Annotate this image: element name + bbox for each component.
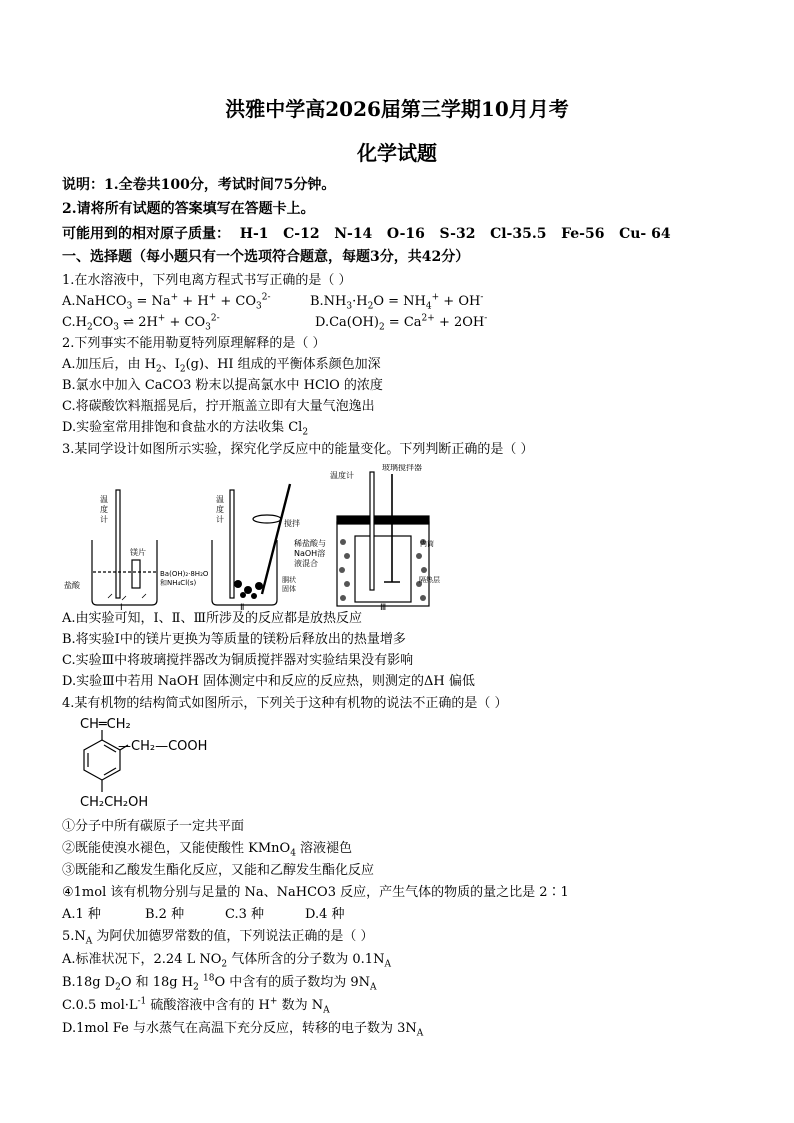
svg-text:胴状: 胴状 xyxy=(282,576,296,584)
q1-option-a: A.NaHCO$_3$ = $Na^+ + H^+ + CO_3^{2-}$ xyxy=(62,292,271,312)
thermometer-2 xyxy=(230,490,234,598)
svg-text:计: 计 xyxy=(100,515,108,524)
q5-option-d: D.1mol Fe 与水蒸气在高温下充分反应，转移的电子数为 $3N_A$ xyxy=(62,1021,424,1039)
svg-text:NaOH溶: NaOH溶 xyxy=(294,549,326,558)
q5-stem: $5.N_A$ 为阿伏加德罗常数的值，下列说法正确的是（ ） xyxy=(62,929,374,947)
q5-option-c: C.0.5 $mol\cdot L^{-1}$ 硫酸溶液中含有的 H+ 数为 $N_A$ xyxy=(62,996,330,1016)
q2-option-b: B.氯水中加入 CaCO3 粉末以提高氯水中 HClO 的浓度 xyxy=(62,378,383,393)
svg-text:度: 度 xyxy=(216,505,224,514)
calorimeter-inner xyxy=(355,536,411,602)
svg-text:CH═CH₂: CH═CH₂ xyxy=(80,717,131,732)
calorimeter-outer xyxy=(337,522,429,606)
q2-option-c: C.将碳酸饮料瓶摇晃后，拧开瓶盖立即有大量气泡逸出 xyxy=(62,399,375,414)
thermometer-1 xyxy=(116,490,120,598)
q3-option-c: C.实验Ⅲ中将玻璃搅拌器改为铜质搅拌器对实验结果没有影响 xyxy=(62,653,414,668)
svg-text:搅拌: 搅拌 xyxy=(284,519,300,528)
calorimeter-lid xyxy=(337,516,429,524)
q4-option-c: C.3 种 xyxy=(225,907,265,922)
exam-subtitle: 化学试题 xyxy=(357,141,437,165)
q4-statement-3: ③既能和乙酸发生酯化反应，又能和乙醇发生酯化反应 xyxy=(62,863,375,878)
svg-text:CH₂CH₂OH: CH₂CH₂OH xyxy=(80,795,149,810)
q1-option-b: $B.NH_3\cdot H_2O = NH_4^+ + OH^-$ xyxy=(310,292,484,312)
q4-statement-4: ④1mol 该有机物分别与足量的 Na、NaHCO3 反应，产生气体的物质的量之比是 2∶1 xyxy=(62,885,569,900)
section-heading: 一、选择题（每小题只有一个选项符合题意，每题3分，共42分） xyxy=(62,249,470,265)
q3-option-d: D.实验Ⅲ中若用 NaOH 固体测定中和反应的反应热，则测定的ΔH 偏低 xyxy=(62,674,475,689)
q1-stem: 1.在水溶液中，下列电离方程式书写正确的是（ ） xyxy=(62,273,352,288)
thermometer-3 xyxy=(370,472,374,590)
q3-stem: 3.某同学设计如图所示实验，探究化学反应中的能量变化。下列判断正确的是（ ） xyxy=(62,442,534,457)
q4-option-a: A.1 种 xyxy=(62,907,101,922)
svg-text:温: 温 xyxy=(216,495,224,504)
q4-structure-formula xyxy=(62,714,262,818)
q4-stem: 4.某有机物的结构简式如图所示，下列关于这种有机物的说法不正确的是（ ） xyxy=(62,696,508,711)
svg-text:液混合: 液混合 xyxy=(294,559,318,568)
svg-text:—CH₂—COOH: —CH₂—COOH xyxy=(118,739,208,754)
atomic-masses: 可能用到的相对原子质量： H-1 C-12 N-14 O-16 S-32 Cl-35.5 Fe-56 Cu- 64 xyxy=(62,226,671,242)
q2-option-d: D.实验室常用排饱和食盐水的方法收集 $Cl_2$ xyxy=(62,420,309,438)
q4-statement-2: ②既能使溴水褪色，又能使酸性 KMnO$_4$ 溶液褪色 xyxy=(62,841,353,859)
q2-stem: 2.下列事实不能用勒夏特列原理解释的是（ ） xyxy=(62,336,326,351)
svg-text:Ba(OH)₂·8H₂O: Ba(OH)₂·8H₂O xyxy=(160,570,209,578)
svg-text:Ⅲ: Ⅲ xyxy=(380,603,387,610)
svg-text:温度计: 温度计 xyxy=(330,471,354,480)
note-1: 说明：1.全卷共100分，考试时间75分钟。 xyxy=(62,177,336,193)
svg-text:玻璃搅拌器: 玻璃搅拌器 xyxy=(382,464,422,472)
magnesium-strip xyxy=(132,560,140,588)
svg-text:盐酸: 盐酸 xyxy=(64,581,80,590)
q3-option-a: A.由实验可知，Ⅰ、Ⅱ、Ⅲ所涉及的反应都是放热反应 xyxy=(62,611,363,626)
q1-option-d: $D.Ca(OH)_2 = Ca^{2+} + 2OH^-$ xyxy=(315,313,488,333)
svg-text:稀盐酸与: 稀盐酸与 xyxy=(294,539,326,548)
svg-text:Ⅱ: Ⅱ xyxy=(240,603,245,610)
q4-option-d: D.4 种 xyxy=(305,907,345,922)
q4-statement-1: ①分子中所有碳原子一定共平面 xyxy=(62,819,245,834)
svg-text:Ⅰ: Ⅰ xyxy=(120,603,123,610)
q4-option-b: B.2 种 xyxy=(145,907,185,922)
svg-text:度: 度 xyxy=(100,505,108,514)
svg-text:计: 计 xyxy=(216,515,224,524)
svg-text:镁片: 镁片 xyxy=(130,548,146,557)
q1-option-c: $C.H_2CO_3$ ⇌ $2H^+ + CO_3^{2-}$ xyxy=(62,313,220,333)
svg-text:温: 温 xyxy=(100,495,108,504)
benzene-ring xyxy=(84,740,120,780)
exam-title: 洪雅中学高2026届第三学期10月月考 xyxy=(225,97,569,121)
stir-arrow xyxy=(253,515,281,523)
note-2: 2.请将所有试题的答案填写在答题卡上。 xyxy=(62,201,315,217)
svg-text:内筒: 内筒 xyxy=(420,540,434,548)
q5-option-a: A.标准状况下，2.24 L $NO_2$ 气体所含的分子数为 $0.1N_A$ xyxy=(62,952,391,970)
svg-text:固体: 固体 xyxy=(282,585,296,593)
glass-stirrer xyxy=(384,474,400,582)
svg-text:隔热层: 隔热层 xyxy=(419,576,440,584)
q5-option-b: B.18g $D_2O$ 和 18g $H_2$ $^{18}$O 中含有的质子数均为 $9N_A$ xyxy=(62,973,377,993)
q2-option-a: A.加压后，由 $H_2$、$I_2(g)$、HI 组成的平衡体系颜色加深 xyxy=(62,357,381,375)
svg-text:和NH₄Cl(s): 和NH₄Cl(s) xyxy=(160,579,197,587)
q3-option-b: B.将实验Ⅰ中的镁片更换为等质量的镁粉后释放出的热量增多 xyxy=(62,632,406,647)
q3-experiment-figure xyxy=(62,464,442,610)
